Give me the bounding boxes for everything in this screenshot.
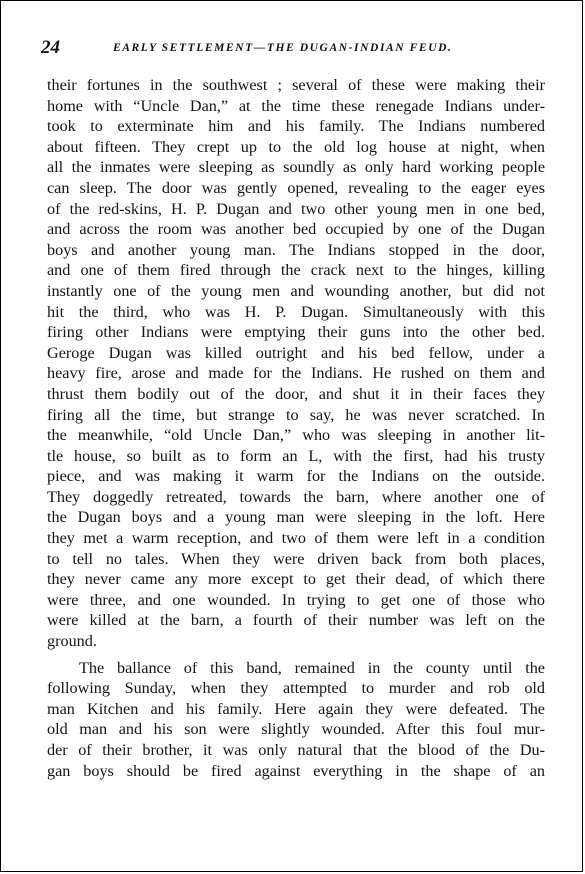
text-line: and across the room was another bed occupied by one of the Dugan bbox=[47, 220, 545, 239]
running-header-title: EARLY SETTLEMENT—THE DUGAN-INDIAN FEUD. bbox=[113, 42, 453, 54]
text-line: instantly one of the young men and wounding another, but did not bbox=[47, 281, 545, 300]
text-line: they met a warm reception, and two of them were left in a condition bbox=[47, 529, 545, 548]
text-line: firing all the time, but strange to say, he was never scratched. In bbox=[47, 405, 545, 424]
text-line: home with “Uncle Dan,” at the time these renegade Indians under- bbox=[47, 96, 545, 115]
text-line: der of their brother, it was only natural that the blood of the Du- bbox=[47, 741, 545, 759]
text-line: piece, and was making it warm for the Indians on the outside. bbox=[47, 467, 545, 486]
page-number: 24 bbox=[41, 37, 60, 58]
text-line: heavy fire, arose and made for the Indians. He rushed on them and bbox=[47, 364, 545, 383]
paragraph-2 bbox=[47, 658, 545, 782]
text-line: boys and another young man. The Indians stopped in the door, bbox=[47, 240, 545, 259]
text-line: the meanwhile, “old Uncle Dan,” who was sleeping in another lit- bbox=[47, 426, 545, 445]
text-line: they never came any more except to get their dead, of which there bbox=[47, 570, 545, 589]
text-line: of the red-skins, H. P. Dugan and two other young men in one bed, bbox=[47, 199, 545, 218]
text-line: were killed at the barn, a fourth of their number was left on the bbox=[47, 611, 545, 630]
text-line: ground. bbox=[47, 632, 97, 651]
text-line: firing other Indians were emptying their guns into the other bed. bbox=[47, 323, 545, 342]
text-line: took to exterminate him and his family. The Indians numbered bbox=[47, 117, 545, 136]
text-line: were three, and one wounded. In trying to get one of those who bbox=[47, 590, 545, 609]
text-line: They doggedly retreated, towards the barn, where another one of bbox=[47, 487, 545, 506]
text-line: old man and his son were slightly wounded. After this foul mur- bbox=[47, 720, 545, 739]
text-line: hit the third, who was H. P. Dugan. Simultaneously with this bbox=[47, 302, 545, 321]
text-line: the Dugan boys and a young man were sleeping in the loft. Here bbox=[47, 508, 545, 527]
text-line: thrust them bodily out of the door, and shut it in their faces they bbox=[47, 384, 545, 403]
text-line: and one of them fired through the crack next to the hinges, killing bbox=[47, 261, 545, 280]
running-header bbox=[41, 37, 541, 61]
text-line: their fortunes in the southwest ; several of these were making their bbox=[47, 76, 545, 94]
text-line: all the inmates were sleeping as soundly as only hard working people bbox=[47, 158, 545, 177]
text-line: gan boys should be fired against everything in the shape of an bbox=[47, 761, 545, 780]
text-line: The ballance of this band, remained in the county until the bbox=[79, 658, 545, 677]
page-body bbox=[47, 75, 545, 781]
text-line: can sleep. The door was gently opened, revealing to the eager eyes bbox=[47, 178, 545, 197]
text-line: to tell no tales. When they were driven back from both places, bbox=[47, 549, 545, 568]
text-line: Geroge Dugan was killed outright and his bed fellow, under a bbox=[47, 343, 545, 362]
paragraph-1 bbox=[47, 75, 545, 652]
text-line: tle house, so built as to form an L, with the first, had his trusty bbox=[47, 446, 545, 465]
text-line: about fifteen. They crept up to the old log house at night, when bbox=[47, 137, 545, 156]
text-line: following Sunday, when they attempted to murder and rob old bbox=[47, 679, 545, 698]
text-line: man Kitchen and his family. Here again they were defeated. The bbox=[47, 699, 545, 718]
